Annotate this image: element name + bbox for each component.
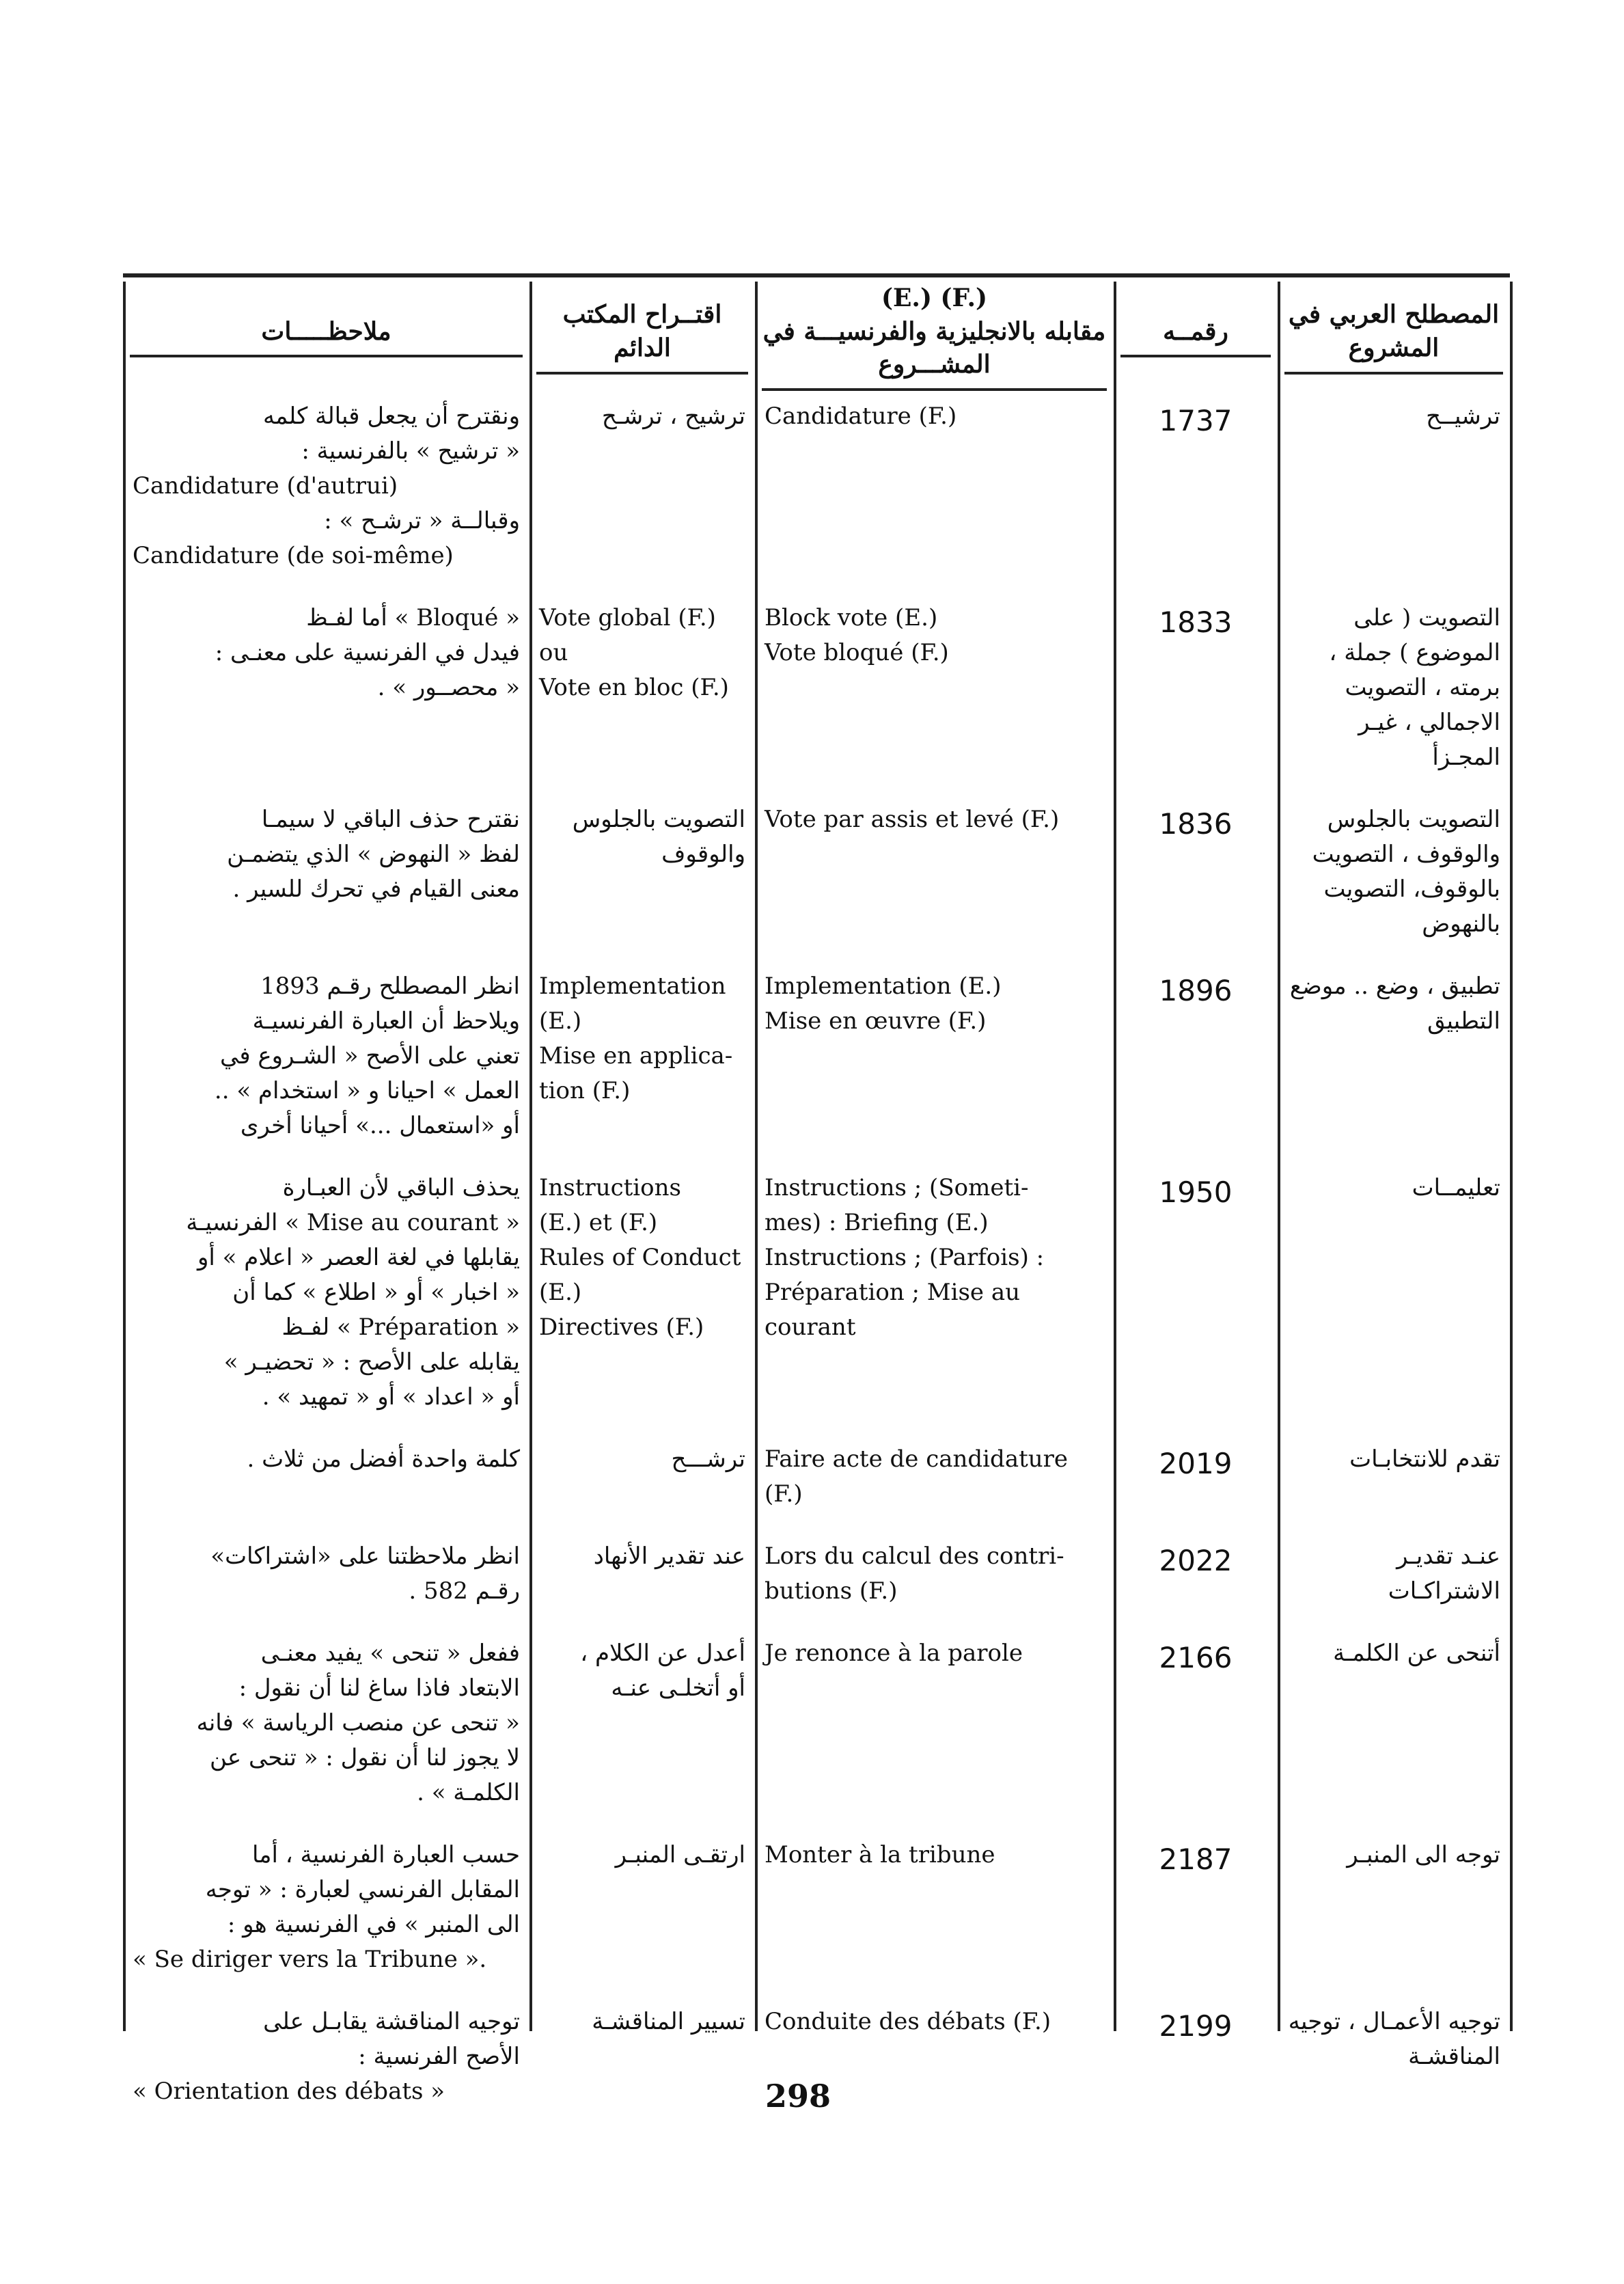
arabic-term-cell: توجه الى المنبـر xyxy=(1347,1841,1500,1868)
notes-line: أو «استعمال ...» أحيانا أخرى xyxy=(240,1112,520,1139)
bureau-line: tion (F.) xyxy=(539,1077,631,1104)
arabic-term-cell: توجيه الأعمـال ، توجيه المناقشـة xyxy=(1288,2008,1500,2070)
equivalent-line: Implementation (E.) xyxy=(765,973,1002,1000)
column-rule xyxy=(1278,282,1280,2031)
arabic-term-cell: تقدم للانتخابـات xyxy=(1349,1445,1500,1473)
notes-line: لا يجوز لنا أن نقول : « تنحى عن xyxy=(209,1744,520,1771)
notes-line: يقابله على الأصح : « تحضيـر » xyxy=(223,1348,520,1376)
term-number-cell: 1836 xyxy=(1159,807,1233,841)
notes-line: ويلاحظ أن العبارة الفرنسيـة xyxy=(252,1007,520,1035)
equivalent-line: Candidature (F.) xyxy=(765,403,957,430)
bureau-line: Mise en applica- xyxy=(539,1042,733,1070)
notes-line: Candidature (d'autrui) xyxy=(133,472,398,500)
bureau-line: ترشيح ، ترشـح xyxy=(601,403,745,430)
bureau-line: Rules of Conduct xyxy=(539,1244,741,1271)
column-rules xyxy=(123,282,1510,2031)
header-number: رقمــه xyxy=(1114,282,1278,391)
notes-line: كلمة واحدة أفضل من ثلاث . xyxy=(247,1445,520,1473)
equivalent-line: Monter à la tribune xyxy=(765,1841,995,1868)
bureau-line: عند تقدير الأنهاد xyxy=(593,1542,745,1570)
bureau-line: التصويت بالجلوس والوقوف xyxy=(572,806,745,868)
notes-line: الابتعاد فاذا ساغ لنا أن نقول : xyxy=(238,1674,520,1702)
bureau-line: Vote global (F.) xyxy=(539,604,716,631)
header-term: المصطلح العربي في المشروع xyxy=(1278,282,1510,391)
bureau-line: (E.) et (F.) xyxy=(539,1209,658,1236)
header-bureau: اقتــراح المكتب الدائم xyxy=(529,282,755,391)
arabic-term-cell: التصويت ( على الموضوع ) جملة ، برمته ، التصويت الاجمالي ، غيـر المجـزأ xyxy=(1329,604,1500,771)
notes-line: « Mise au courant » الفرنسيـة xyxy=(186,1209,520,1236)
notes-line: الكلمـة » . xyxy=(417,1779,520,1806)
equivalent-line: Instructions ; (Parfois) : xyxy=(765,1244,1045,1271)
column-rule xyxy=(123,282,126,2031)
term-number-cell: 2199 xyxy=(1159,2009,1233,2043)
arabic-term-cell: التصويت بالجلوس والوقوف ، التصويت بالوقوف، التصويت بالنهوض xyxy=(1312,806,1500,938)
notes-line: نقترح حذف الباقي لا سيمـا xyxy=(261,806,520,833)
notes-line: يقابلها في لغة العصر « اعلام » أو xyxy=(197,1244,520,1271)
equivalent-line: Faire acte de candidature xyxy=(765,1445,1069,1473)
term-number-cell: 2022 xyxy=(1159,1544,1233,1577)
notes-line: الأصح الفرنسية : xyxy=(358,2043,520,2070)
bureau-line: تسيير المناقشـة xyxy=(592,2008,745,2035)
bureau-line: Instructions xyxy=(539,1174,681,1201)
term-number-cell: 2187 xyxy=(1159,1843,1233,1876)
notes-line: ففعل « تنحى » يفيد معنـى xyxy=(260,1640,520,1667)
top-rule xyxy=(123,273,1510,277)
notes-line: Candidature (de soi-même) xyxy=(133,542,454,569)
term-number-cell: 2019 xyxy=(1159,1447,1233,1480)
notes-line: « Préparation » لفـظ xyxy=(281,1314,520,1341)
notes-line: « Bloqué » أما لفـظ xyxy=(306,604,520,631)
equivalent-line: (F.) xyxy=(765,1480,803,1508)
bureau-line: ترشـــح xyxy=(671,1445,745,1473)
bureau-line: أعدل عن الكلام ، xyxy=(580,1640,745,1667)
bureau-line: Directives (F.) xyxy=(539,1314,704,1341)
notes-line: « Orientation des débats » xyxy=(133,2078,445,2105)
column-rule xyxy=(1510,282,1513,2031)
notes-line: حسب العبارة الفرنسية ، أما xyxy=(251,1841,520,1868)
equivalent-line: Lors du calcul des contri- xyxy=(765,1542,1064,1570)
equivalent-line: Mise en œuvre (F.) xyxy=(765,1007,987,1035)
header-equivalent-codes: (E.) (F.) xyxy=(881,284,988,313)
notes-line: العمل » احيانا و « استخدام » .. xyxy=(214,1077,520,1104)
bureau-line: ارتقـى المنبـر xyxy=(615,1841,745,1868)
equivalent-line: Instructions ; (Someti- xyxy=(765,1174,1029,1201)
notes-line: « تنحى عن منصب الرياسة » فانه xyxy=(196,1709,520,1737)
column-rule xyxy=(529,282,532,2031)
notes-line: رقـم 582 . xyxy=(409,1577,520,1605)
equivalent-line: butions (F.) xyxy=(765,1577,898,1605)
column-rule xyxy=(755,282,758,2031)
arabic-term-cell: تطبيق ، وضع .. موضع التطبيق xyxy=(1289,973,1500,1035)
notes-line: « Se diriger vers la Tribune ». xyxy=(133,1946,487,1973)
notes-line: « محصــور » . xyxy=(377,674,520,701)
notes-line: معنى القيام في تحرك للسير . xyxy=(232,875,520,903)
equivalent-line: Conduite des débats (F.) xyxy=(765,2008,1051,2035)
bureau-line: Implementation xyxy=(539,973,726,1000)
notes-line: انظر المصطلح رقـم 1893 xyxy=(260,973,520,1000)
equivalent-line: Vote bloqué (F.) xyxy=(765,639,949,666)
column-rule xyxy=(1114,282,1116,2031)
bureau-line: ou xyxy=(539,639,568,666)
notes-line: « ترشيح » بالفرنسية : xyxy=(301,437,520,465)
header-notes: ملاحظـــــات xyxy=(123,282,529,391)
notes-line: لفظ « النهوض » الذي يتضمـن xyxy=(227,841,520,868)
term-number-cell: 1950 xyxy=(1159,1175,1233,1209)
term-number-cell: 1896 xyxy=(1159,974,1233,1007)
notes-line: « اخبار » أو « اطلاع » كما أن xyxy=(232,1279,520,1306)
header-equivalent-label: مقابله بالانجليزية والفرنسيـــة في المشـــروع xyxy=(762,315,1107,391)
equivalent-line: Vote par assis et levé (F.) xyxy=(765,806,1060,833)
term-number-cell: 1737 xyxy=(1159,404,1233,437)
bureau-line: (E.) xyxy=(539,1279,582,1306)
bureau-line: Vote en bloc (F.) xyxy=(539,674,729,701)
notes-line: الى المنبر » في الفرنسية هو : xyxy=(227,1911,520,1938)
notes-line: أو « اعداد » أو « تمهيد » . xyxy=(262,1383,520,1411)
arabic-term-cell: أتنحى عن الكلمـة xyxy=(1333,1640,1500,1667)
bureau-line: أو أتخلـى عنـه xyxy=(611,1674,745,1702)
arabic-term-cell: عنـد تقديـر الاشتراكـات xyxy=(1388,1542,1500,1605)
notes-line: ونقترح أن يجعل قبالة كلمه xyxy=(262,403,520,430)
equivalent-line: Block vote (E.) xyxy=(765,604,938,631)
notes-line: فيدل في الفرنسية على معنـى : xyxy=(215,639,520,666)
term-number-cell: 1833 xyxy=(1159,606,1233,639)
equivalent-line: mes) : Briefing (E.) xyxy=(765,1209,989,1236)
page-number: 298 xyxy=(765,2078,831,2115)
equivalent-line: courant xyxy=(765,1314,856,1341)
notes-line: يحذف الباقي لأن العبـارة xyxy=(282,1174,520,1201)
arabic-term-cell: ترشيــح xyxy=(1426,403,1500,430)
notes-line: تعني على الأصح « الشـروع في xyxy=(220,1042,520,1070)
notes-line: وقبالــة « ترشـح » : xyxy=(324,507,520,534)
term-number-cell: 2166 xyxy=(1159,1641,1233,1674)
notes-line: توجيه المناقشة يقابـل على xyxy=(263,2008,520,2035)
equivalent-line: Préparation ; Mise au xyxy=(765,1279,1021,1306)
bureau-line: (E.) xyxy=(539,1007,582,1035)
arabic-term-cell: تعليمــات xyxy=(1412,1174,1500,1201)
notes-line: انظر ملاحظتنا على «اشتراكات» xyxy=(210,1542,520,1570)
notes-line: المقابل الفرنسي لعبارة : « توجه xyxy=(205,1876,520,1903)
equivalent-line: Je renonce à la parole xyxy=(765,1640,1023,1667)
